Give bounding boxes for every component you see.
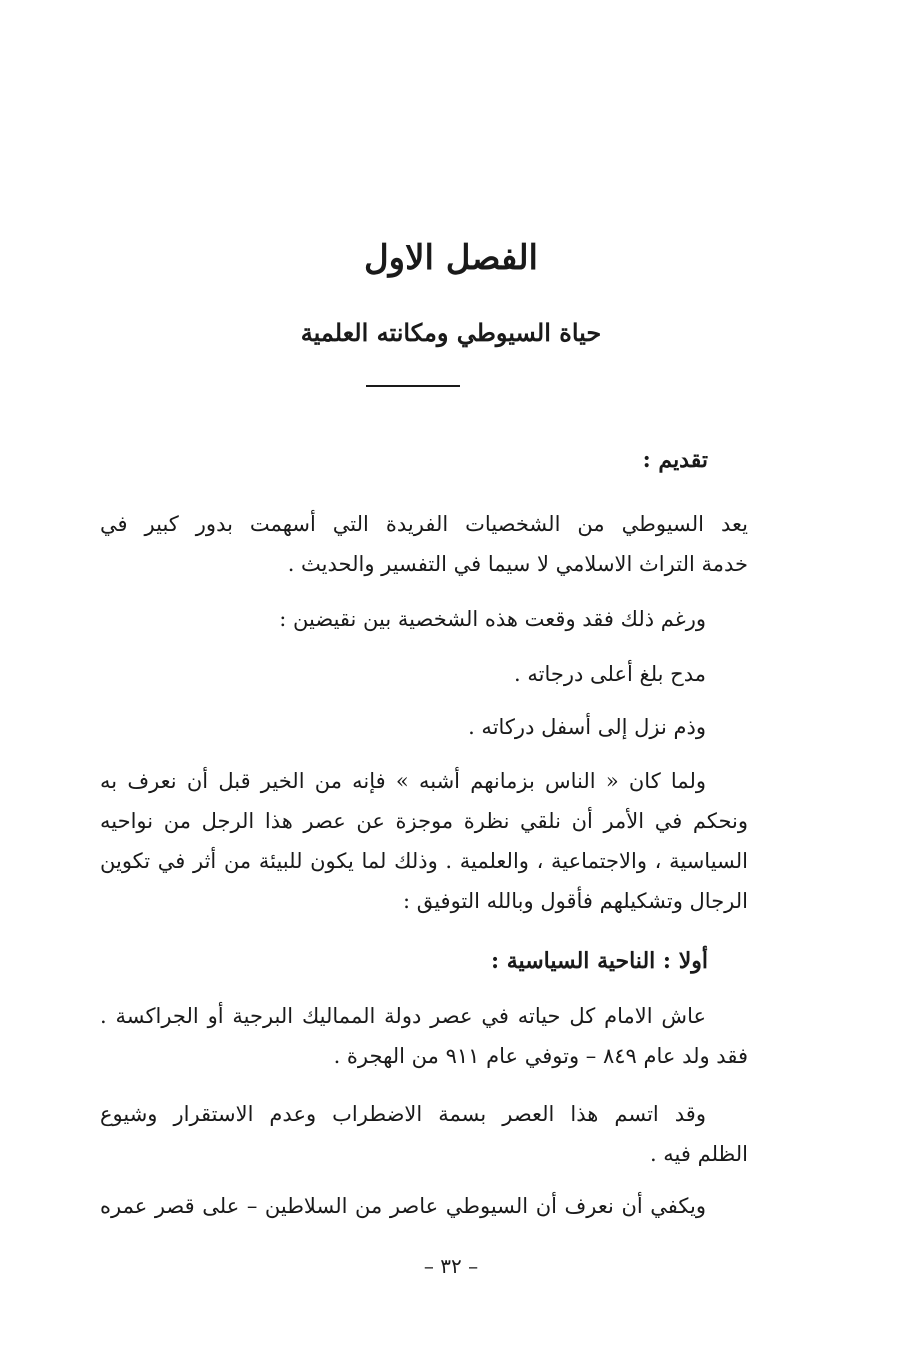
intro-p5-line-3: السياسية ، والاجتماعية ، والعلمية . وذلك لما يكون للبيئة من أثر في تكوين bbox=[100, 849, 748, 873]
intro-p5-line-1: ولما كان « الناس بزمانهم أشبه » فإنه من الخير قبل أن نعرف به bbox=[100, 769, 706, 793]
intro-p5-line-2: ونحكم في الأمر أن نلقي نظرة موجزة عن عصر هذا الرجل من نواحيه bbox=[100, 809, 748, 833]
political-p3-line-1: ويكفي أن نعرف أن السيوطي عاصر من السلاطين – على قصر عمره bbox=[100, 1194, 706, 1218]
political-heading: أولا : الناحية السياسية : bbox=[490, 948, 708, 974]
political-p2-line-1: وقد اتسم هذا العصر بسمة الاضطراب وعدم الاستقرار وشيوع bbox=[100, 1102, 706, 1126]
chapter-title: الفصل الاول bbox=[363, 238, 539, 278]
intro-heading: تقديم : bbox=[642, 447, 708, 473]
intro-p4: وذم نزل إلى أسفل دركاته . bbox=[468, 715, 706, 739]
intro-p2: ورغم ذلك فقد وقعت هذه الشخصية بين نقيضين : bbox=[279, 607, 706, 631]
political-p1-line-2: فقد ولد عام ٨٤٩ – وتوفي عام ٩١١ من الهجرة . bbox=[333, 1044, 748, 1068]
title-divider bbox=[366, 385, 460, 387]
political-p1-line-1: عاش الامام كل حياته في عصر دولة المماليك البرجية أو الجراكسة . bbox=[100, 1004, 706, 1028]
page-number: – ٣٢ – bbox=[423, 1254, 479, 1278]
intro-p1-line-2: خدمة التراث الاسلامي لا سيما في التفسير والحديث . bbox=[287, 552, 748, 576]
intro-p5-line-4: الرجال وتشكيلهم فأقول وبالله التوفيق : bbox=[402, 889, 748, 913]
intro-p1-line-1: يعد السيوطي من الشخصيات الفريدة التي أسهمت بدور كبير في bbox=[100, 512, 748, 536]
political-p2-line-2: الظلم فيه . bbox=[649, 1142, 748, 1166]
chapter-subtitle: حياة السيوطي ومكانته العلمية bbox=[300, 318, 602, 347]
intro-p3: مدح بلغ أعلى درجاته . bbox=[514, 662, 706, 686]
